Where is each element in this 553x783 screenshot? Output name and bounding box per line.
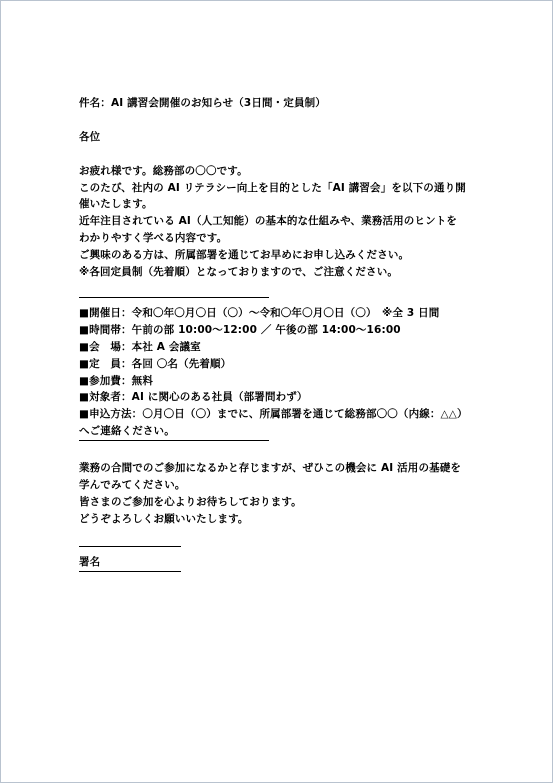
detail-line: ■開催日：令和〇年〇月〇日（〇）～令和〇年〇月〇日（〇） ※全 3 日間 xyxy=(79,306,440,319)
signature-label: 署名 xyxy=(79,555,101,568)
blank-line xyxy=(79,112,489,129)
closing-line: 業務の合間でのご参加になるかと存じますが、ぜひこの機会に AI 活用の基礎を xyxy=(79,462,462,475)
detail-line: ■申込方法：〇月〇日（〇）までに、所属部署を通じて総務部〇〇（内線：△△） xyxy=(79,408,468,421)
detail-line: へご連絡ください。 xyxy=(79,425,175,438)
intro-line: このたび、社内の AI リテラシー向上を目的とした「AI 講習会」を以下の通り開 xyxy=(79,181,466,194)
intro-line: ※各回定員制（先着順）となっておりますので、ご注意ください。 xyxy=(79,266,398,279)
signature-rule-bottom xyxy=(79,571,181,572)
salutation: 各位 xyxy=(79,130,101,143)
detail-line: ■時間帯：午前の部 10:00～12:00 ／ 午後の部 14:00～16:00 xyxy=(79,323,401,336)
blank-line xyxy=(79,146,489,163)
detail-line: ■参加費：無料 xyxy=(79,374,153,387)
closing-line: 学んでみてください。 xyxy=(79,479,186,492)
document-body xyxy=(79,95,489,579)
intro-line: 催いたします。 xyxy=(79,198,153,211)
closing-line: 皆さまのご参加を心よりお待ちしております。 xyxy=(79,496,302,508)
detail-line: ■対象者：AI に関心のある社員（部署問わず） xyxy=(79,391,308,404)
divider xyxy=(79,297,269,298)
blank-line xyxy=(79,528,489,538)
blank-line xyxy=(79,281,489,289)
intro-line: ご興味のある方は、所属部署を通じてお早めにお申し込みください。 xyxy=(79,249,410,262)
detail-line: ■定 員：各回 〇名（先着順） xyxy=(79,357,232,370)
blank-line xyxy=(79,448,489,460)
intro-line: お疲れ様です。総務部の〇〇です。 xyxy=(79,164,248,177)
signature-rule-top xyxy=(79,546,181,547)
intro-line: 近年注目されている AI（人工知能）の基本的な仕組みや、業務活用のヒントを xyxy=(79,215,458,228)
detail-line: ■会 場：本社 A 会議室 xyxy=(79,340,201,353)
intro-line: わかりやすく学べる内容です。 xyxy=(79,232,228,245)
subject-line: 件名：AI 講習会開催のお知らせ（3日間・定員制） xyxy=(79,97,326,109)
closing-line: どうぞよろしくお願いいたします。 xyxy=(79,512,249,525)
divider xyxy=(79,440,269,441)
